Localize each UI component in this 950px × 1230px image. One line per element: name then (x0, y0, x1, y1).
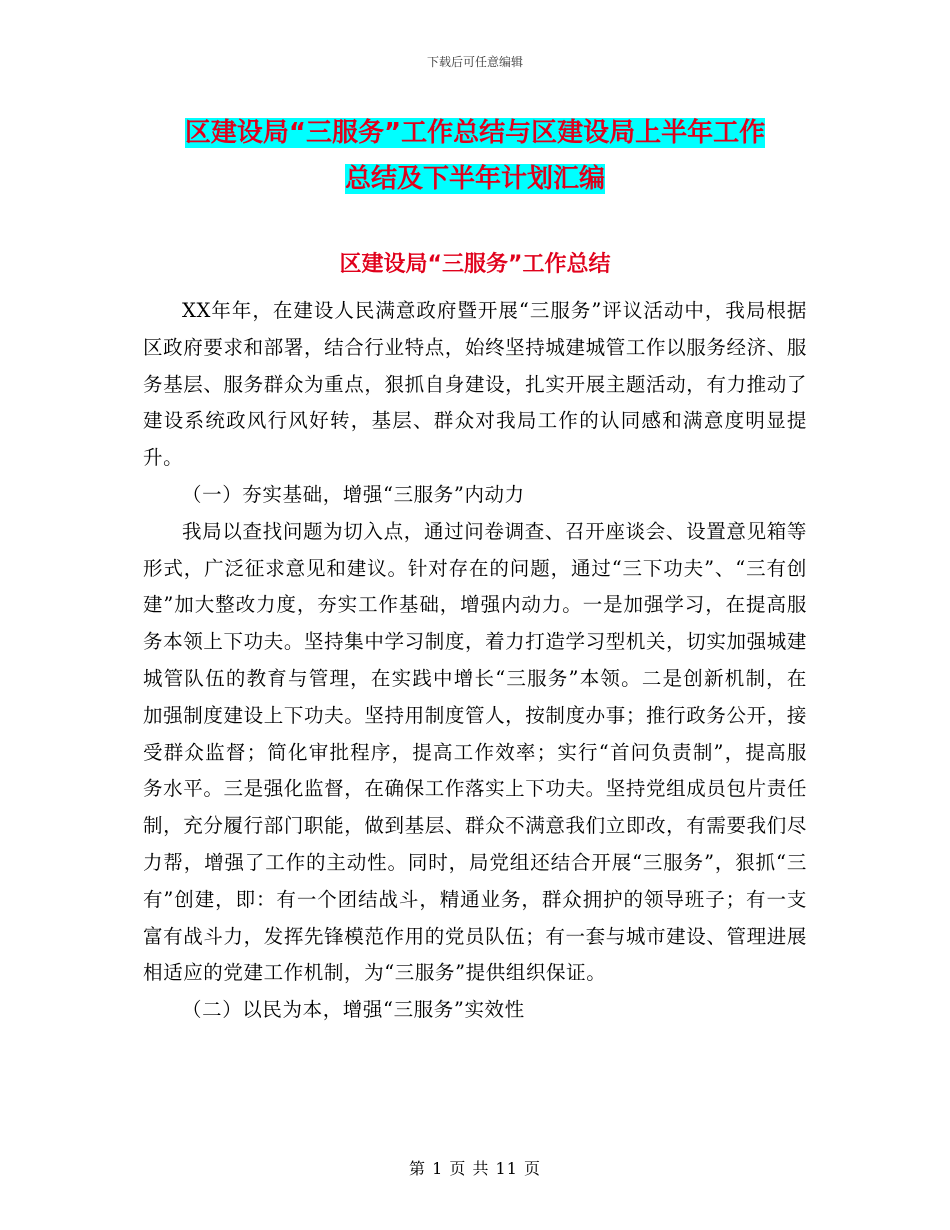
main-title (0, 110, 950, 202)
main-title-line-2: 总结及下半年计划汇编 (344, 164, 605, 194)
subheading-1: （一）夯实基础，增强“三服务”内动力 (182, 482, 525, 506)
paragraph-intro: XX年年，在建设人民满意政府暨开展“三服务”评议活动中，我局根据区政府要求和部署，结合行业特点，始终坚持城建城管工作以服务经济、服务基层、服务群众为重点，狠抓自身建设，扎实开展主题活动，有力推动了建设系统政风行风好转，基层、群众对我局工作的认同感和满意度明显提升。 (143, 299, 807, 470)
subheading-2: （二）以民为本，增强“三服务”实效性 (182, 998, 525, 1022)
document-body (143, 293, 807, 1029)
page-footer: 第 1 页 共 11 页 (409, 1159, 541, 1178)
header-note: 下载后可任意编辑 (426, 55, 523, 69)
main-title-line-1: 区建设局“三服务”工作总结与区建设局上半年工作 (184, 118, 766, 148)
paragraph-1: 我局以查找问题为切入点，通过问卷调查、召开座谈会、设置意见箱等形式，广泛征求意见和建议。针对存在的问题，通过“三下功夫”、“三有创建”加大整改力度，夯实工作基础，增强内动力。一是加强学习，在提高服务本领上下功夫。坚持集中学习制度，着力打造学习型机关，切实加强城建城管队伍的教育与管理，在实践中增长“三服务”本领。二是创新机制，在加强制度建设上下功夫。坚持用制度管人，按制度办事；推行政务公开，接受群众监督；简化审批程序，提高工作效率；实行“首问负责制”，提高服务水平。三是强化监督，在确保工作落实上下功夫。坚持党组成员包片责任制，充分履行部门职能，做到基层、群众不满意我们立即改，有需要我们尽力帮，增强了工作的主动性。同时，局党组还结合开展“三服务”，狠抓“三有”创建，即：有一个团结战斗，精通业务，群众拥护的领导班子；有一支富有战斗力，发挥先锋模范作用的党员队伍；有一套与城市建设、管理进展相适应的党建工作机制，为“三服务”提供组织保证。 (143, 519, 807, 985)
section-title: 区建设局“三服务”工作总结 (339, 252, 611, 277)
